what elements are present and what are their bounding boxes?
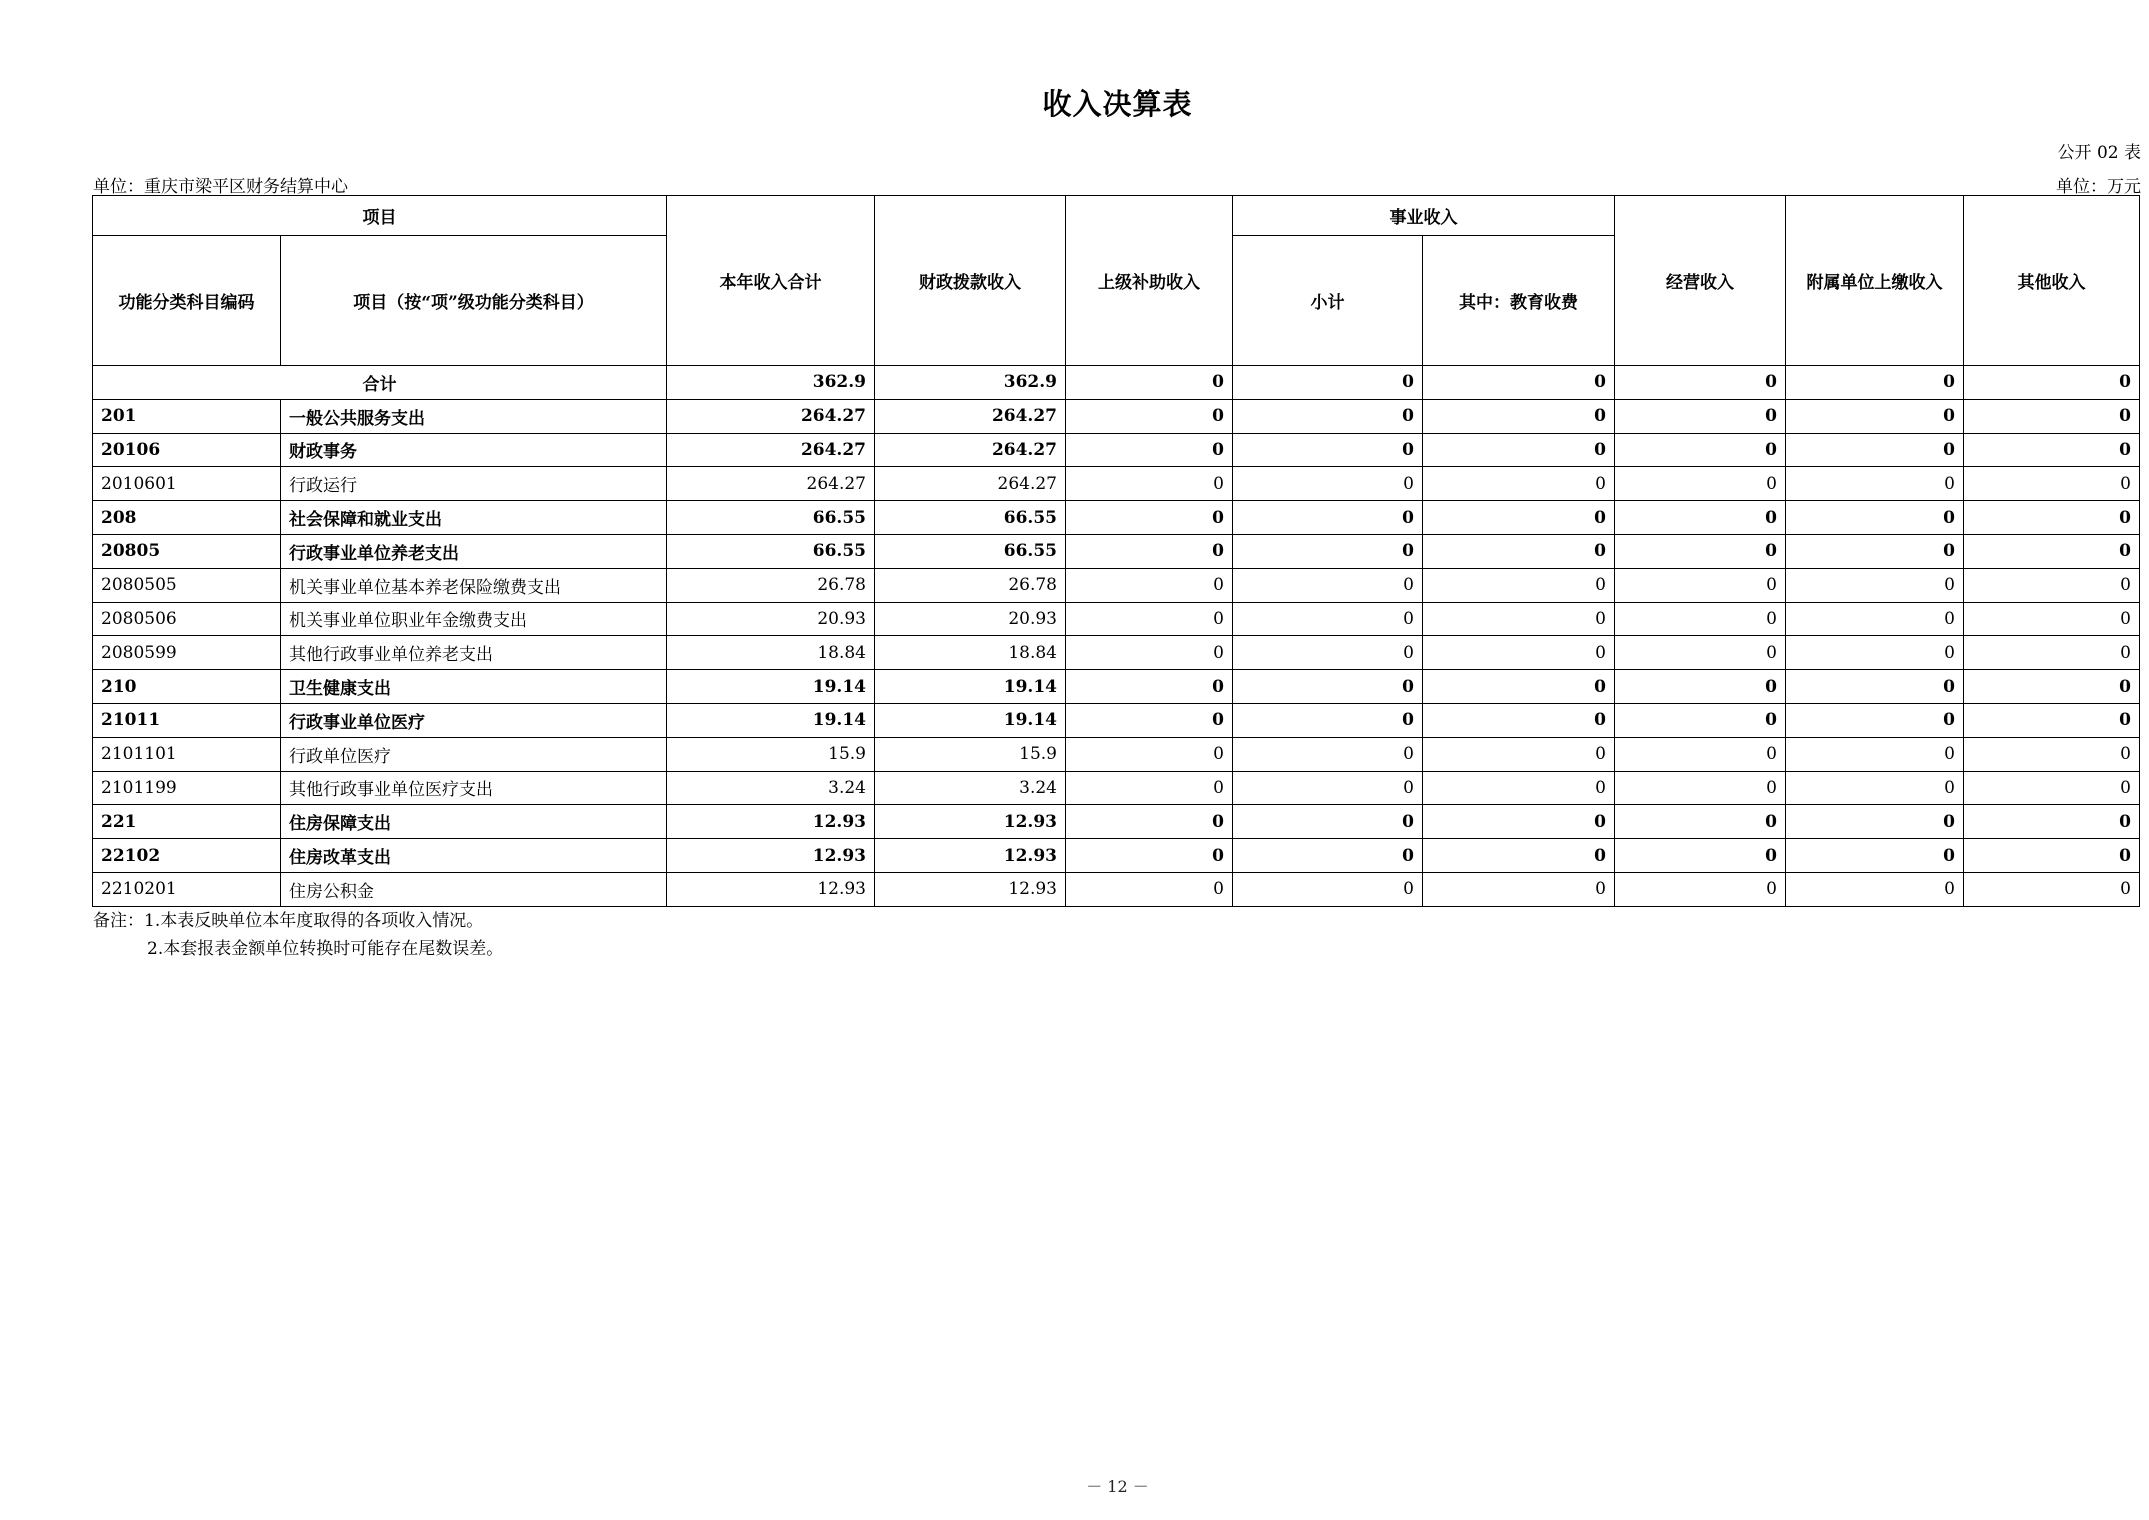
row-value: 0: [1615, 636, 1786, 670]
row-name: 社会保障和就业支出: [281, 501, 667, 535]
row-value: 0: [1423, 872, 1615, 906]
row-value: 0: [1423, 568, 1615, 602]
row-value: 0: [1964, 568, 2140, 602]
table-row: [93, 872, 2140, 906]
row-value: 0: [1423, 771, 1615, 805]
row-value: 12.93: [667, 805, 875, 839]
total-row: [93, 366, 2140, 400]
row-value: 0: [1786, 703, 1964, 737]
row-value: 0: [1233, 872, 1423, 906]
row-value: 0: [1615, 399, 1786, 433]
row-code: 2101101: [93, 737, 281, 771]
row-value: 0: [1423, 534, 1615, 568]
row-value: 0: [1964, 670, 2140, 704]
table-row: [93, 737, 2140, 771]
table-row: [93, 568, 2140, 602]
row-value: 0: [1066, 636, 1233, 670]
row-name: 其他行政事业单位医疗支出: [281, 771, 667, 805]
row-value: 0: [1233, 433, 1423, 467]
row-value: 0: [1786, 737, 1964, 771]
row-value: 0: [1066, 534, 1233, 568]
row-code: 2080506: [93, 602, 281, 636]
row-code: 22102: [93, 839, 281, 873]
row-value: 0: [1233, 703, 1423, 737]
row-value: 0: [1964, 501, 2140, 535]
row-value: 264.27: [875, 399, 1066, 433]
row-value: 0: [1066, 703, 1233, 737]
row-value: 3.24: [667, 771, 875, 805]
row-name: 行政事业单位医疗: [281, 703, 667, 737]
row-value: 0: [1423, 602, 1615, 636]
row-value: 0: [1066, 399, 1233, 433]
header-total-income: 本年收入合计: [667, 196, 875, 366]
row-code: 2080505: [93, 568, 281, 602]
income-report-table: [92, 195, 2140, 907]
page-title: 收入决算表: [1042, 87, 1193, 121]
row-value: 26.78: [875, 568, 1066, 602]
row-value: 0: [1066, 839, 1233, 873]
row-name: 卫生健康支出: [281, 670, 667, 704]
row-value: 12.93: [875, 805, 1066, 839]
header-education-fees: 其中：教育收费: [1423, 236, 1615, 366]
row-name: 机关事业单位基本养老保险缴费支出: [281, 568, 667, 602]
row-value: 0: [1066, 670, 1233, 704]
note-line-1: 备注：1.本表反映单位本年度取得的各项收入情况。: [93, 911, 484, 931]
row-value: 0: [1615, 433, 1786, 467]
table-row: [93, 636, 2140, 670]
row-value: 0: [1423, 433, 1615, 467]
row-value: 66.55: [667, 501, 875, 535]
row-value: 0: [1615, 839, 1786, 873]
row-value: 0: [1786, 399, 1964, 433]
total-label: 合计: [93, 366, 667, 400]
page-number: － 12 －: [1086, 1477, 1149, 1496]
row-code: 208: [93, 501, 281, 535]
row-value: 0: [1786, 839, 1964, 873]
row-value: 0: [1233, 670, 1423, 704]
row-value: 0: [1615, 670, 1786, 704]
row-value: 0: [1615, 568, 1786, 602]
total-value: 0: [1786, 366, 1964, 400]
header-affiliated-income: 附属单位上缴收入: [1786, 196, 1964, 366]
row-value: 19.14: [875, 670, 1066, 704]
row-name: 住房保障支出: [281, 805, 667, 839]
row-value: 0: [1964, 872, 2140, 906]
row-value: 0: [1066, 433, 1233, 467]
row-value: 0: [1233, 568, 1423, 602]
row-value: 0: [1786, 467, 1964, 501]
row-value: 0: [1233, 771, 1423, 805]
row-value: 0: [1964, 433, 2140, 467]
row-value: 0: [1615, 467, 1786, 501]
row-code: 2101199: [93, 771, 281, 805]
row-code: 2010601: [93, 467, 281, 501]
row-value: 18.84: [875, 636, 1066, 670]
table-row: [93, 703, 2140, 737]
row-value: 0: [1786, 602, 1964, 636]
unit-name: 单位：重庆市梁平区财务结算中心: [93, 177, 348, 197]
header-business-group: 事业收入: [1233, 196, 1615, 236]
row-value: 0: [1233, 805, 1423, 839]
total-value: 0: [1066, 366, 1233, 400]
row-value: 12.93: [667, 872, 875, 906]
row-value: 0: [1615, 534, 1786, 568]
row-value: 0: [1066, 568, 1233, 602]
row-value: 0: [1233, 737, 1423, 771]
row-code: 210: [93, 670, 281, 704]
row-value: 12.93: [875, 839, 1066, 873]
row-value: 264.27: [667, 399, 875, 433]
row-value: 0: [1066, 737, 1233, 771]
row-value: 0: [1066, 771, 1233, 805]
total-value: 0: [1964, 366, 2140, 400]
row-value: 20.93: [875, 602, 1066, 636]
row-value: 0: [1233, 602, 1423, 636]
money-unit: 单位：万元: [2056, 177, 2141, 197]
row-value: 0: [1786, 805, 1964, 839]
table-row: [93, 670, 2140, 704]
row-code: 201: [93, 399, 281, 433]
row-value: 0: [1786, 501, 1964, 535]
header-other-income: 其他收入: [1964, 196, 2140, 366]
row-value: 0: [1066, 872, 1233, 906]
row-value: 0: [1066, 467, 1233, 501]
form-number: 公开 02 表: [2057, 143, 2141, 163]
row-value: 0: [1233, 636, 1423, 670]
row-name: 一般公共服务支出: [281, 399, 667, 433]
row-value: 26.78: [667, 568, 875, 602]
row-value: 0: [1615, 737, 1786, 771]
total-value: 362.9: [875, 366, 1066, 400]
table-row: [93, 805, 2140, 839]
row-code: 20106: [93, 433, 281, 467]
table-row: [93, 602, 2140, 636]
row-value: 0: [1423, 839, 1615, 873]
row-value: 66.55: [875, 501, 1066, 535]
row-code: 2080599: [93, 636, 281, 670]
row-value: 12.93: [667, 839, 875, 873]
row-value: 264.27: [667, 433, 875, 467]
row-value: 0: [1423, 737, 1615, 771]
row-value: 0: [1964, 399, 2140, 433]
row-name: 财政事务: [281, 433, 667, 467]
row-value: 0: [1233, 467, 1423, 501]
row-value: 15.9: [667, 737, 875, 771]
table-row: [93, 467, 2140, 501]
row-name: 行政单位医疗: [281, 737, 667, 771]
table-row: [93, 399, 2140, 433]
row-code: 20805: [93, 534, 281, 568]
table-row: [93, 839, 2140, 873]
row-value: 0: [1233, 501, 1423, 535]
row-value: 0: [1964, 839, 2140, 873]
row-value: 0: [1423, 501, 1615, 535]
table-row: [93, 501, 2140, 535]
row-value: 0: [1786, 771, 1964, 805]
row-value: 0: [1233, 399, 1423, 433]
table-row: [93, 534, 2140, 568]
row-value: 0: [1423, 467, 1615, 501]
row-name: 住房改革支出: [281, 839, 667, 873]
row-value: 18.84: [667, 636, 875, 670]
row-value: 0: [1964, 703, 2140, 737]
total-value: 0: [1233, 366, 1423, 400]
row-value: 0: [1423, 636, 1615, 670]
row-code: 221: [93, 805, 281, 839]
row-value: 0: [1786, 433, 1964, 467]
table-row: [93, 433, 2140, 467]
row-value: 0: [1423, 399, 1615, 433]
row-name: 行政事业单位养老支出: [281, 534, 667, 568]
row-value: 0: [1233, 534, 1423, 568]
row-value: 0: [1615, 501, 1786, 535]
row-value: 3.24: [875, 771, 1066, 805]
row-code: 21011: [93, 703, 281, 737]
row-value: 12.93: [875, 872, 1066, 906]
row-value: 0: [1233, 839, 1423, 873]
row-value: 0: [1615, 703, 1786, 737]
row-value: 15.9: [875, 737, 1066, 771]
row-value: 0: [1423, 703, 1615, 737]
row-value: 66.55: [667, 534, 875, 568]
row-value: 0: [1423, 670, 1615, 704]
row-value: 0: [1964, 771, 2140, 805]
row-value: 0: [1615, 805, 1786, 839]
row-value: 0: [1964, 805, 2140, 839]
row-value: 20.93: [667, 602, 875, 636]
row-value: 0: [1786, 636, 1964, 670]
table-row: [93, 771, 2140, 805]
row-value: 0: [1066, 602, 1233, 636]
row-value: 0: [1786, 534, 1964, 568]
total-value: 0: [1423, 366, 1615, 400]
row-name: 机关事业单位职业年金缴费支出: [281, 602, 667, 636]
row-value: 0: [1964, 737, 2140, 771]
row-value: 0: [1786, 872, 1964, 906]
row-value: 19.14: [667, 703, 875, 737]
row-name: 住房公积金: [281, 872, 667, 906]
header-subtotal: 小计: [1233, 236, 1423, 366]
row-value: 0: [1615, 872, 1786, 906]
row-value: 19.14: [875, 703, 1066, 737]
header-code: 功能分类科目编码: [93, 236, 281, 366]
row-value: 264.27: [875, 433, 1066, 467]
row-value: 0: [1964, 467, 2140, 501]
header-name: 项目（按“项”级功能分类科目）: [281, 236, 667, 366]
row-value: 0: [1964, 602, 2140, 636]
total-value: 362.9: [667, 366, 875, 400]
row-value: 0: [1964, 534, 2140, 568]
header-fiscal-appropriation: 财政拨款收入: [875, 196, 1066, 366]
row-value: 0: [1786, 670, 1964, 704]
row-value: 0: [1423, 805, 1615, 839]
header-operating-income: 经营收入: [1615, 196, 1786, 366]
row-value: 66.55: [875, 534, 1066, 568]
row-name: 其他行政事业单位养老支出: [281, 636, 667, 670]
row-value: 0: [1066, 805, 1233, 839]
total-value: 0: [1615, 366, 1786, 400]
row-value: 0: [1615, 771, 1786, 805]
note-line-2: 2.本套报表金额单位转换时可能存在尾数误差。: [147, 939, 504, 959]
row-value: 19.14: [667, 670, 875, 704]
row-value: 264.27: [667, 467, 875, 501]
row-name: 行政运行: [281, 467, 667, 501]
header-project-group: 项目: [93, 196, 667, 236]
notes: [93, 907, 503, 963]
row-value: 0: [1066, 501, 1233, 535]
row-value: 0: [1786, 568, 1964, 602]
row-value: 0: [1615, 602, 1786, 636]
row-value: 0: [1964, 636, 2140, 670]
row-code: 2210201: [93, 872, 281, 906]
row-value: 264.27: [875, 467, 1066, 501]
header-superior-subsidy: 上级补助收入: [1066, 196, 1233, 366]
